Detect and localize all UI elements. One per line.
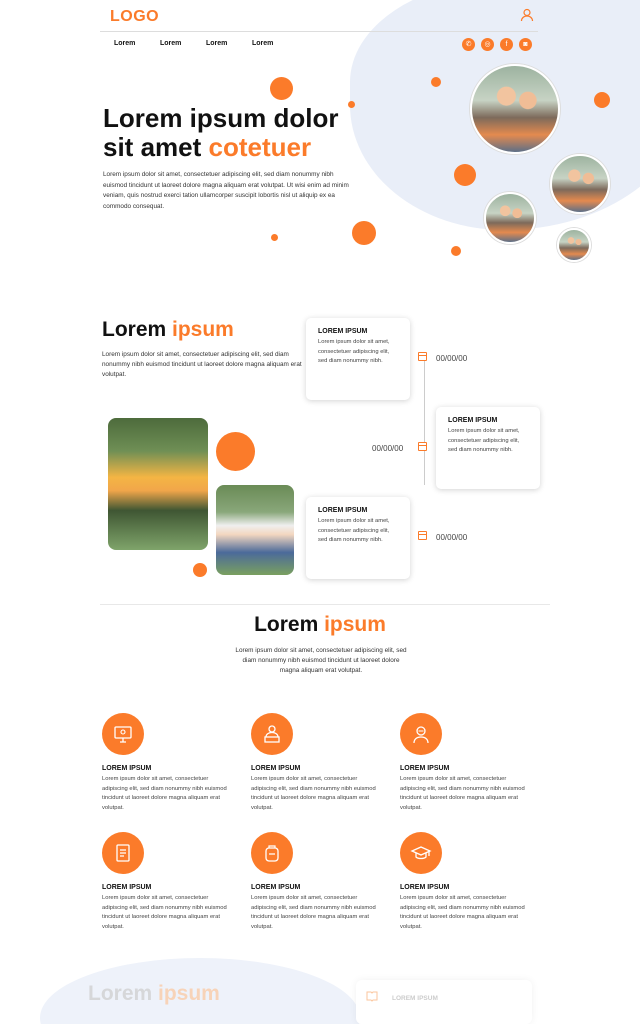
user-icon[interactable] (520, 8, 534, 22)
decor-dot (216, 432, 255, 471)
decor-dot (451, 246, 461, 256)
students-photo-1 (108, 418, 208, 550)
feature-body: Lorem ipsum dolor sit amet, consectetuer adipiscing elit, sed diam nonummy nibh euismod tincidunt ut laoreet dolore magna aliquam erat volutpat. (251, 895, 376, 930)
students-photo-2 (216, 485, 294, 575)
footer-preview-title-accent: ipsum (158, 982, 220, 1005)
feature-item (400, 713, 530, 813)
hero-photo-large (470, 64, 560, 154)
timeline-card-1 (306, 318, 410, 400)
feature-item (251, 832, 381, 932)
footer-preview-label: LOREM IPSUM (392, 995, 438, 1002)
feature-body: Lorem ipsum dolor sit amet, consectetuer adipiscing elit, sed diam nonummy nibh euismod tincidunt ut laoreet dolore magna aliquam erat volutpat. (102, 776, 227, 811)
features-description: Lorem ipsum dolor sit amet, consectetuer adipiscing elit, sed diam nonummy nibh euismod tincidunt ut laoreet dolore magna aliquam erat volutpat. (235, 647, 407, 674)
timeline-card-body: Lorem ipsum dolor sit amet, consectetuer adipiscing elit, sed diam nonummy nibh. (448, 428, 520, 453)
feature-body: Lorem ipsum dolor sit amet, consectetuer adipiscing elit, sed diam nonummy nibh euismod tincidunt ut laoreet dolore magna aliquam erat volutpat. (400, 776, 525, 811)
instagram-icon[interactable]: ◙ (519, 38, 532, 51)
timeline-title-text: Lorem (102, 318, 173, 341)
feature-heading: LOREM IPSUM (102, 884, 152, 891)
hero-description: Lorem ipsum dolor sit amet, consectetuer adipiscing elit, sed diam nonummy nibh euismod tincidunt ut laoreet dolore magna aliquam erat volutpat. Ut wisi enim ad minim veniam, quis nostrud exerci tation ullamcorper suscipit lobortis nisl ut aliquip ex ea commodo consequat. (103, 171, 349, 210)
timeline-date: 00/00/00 (436, 354, 468, 363)
decor-dot (594, 92, 610, 108)
decor-dot (431, 77, 441, 87)
hero-title-line1: Lorem ipsum dolor (103, 103, 339, 133)
decor-dot (454, 164, 476, 186)
timeline-card-2 (436, 407, 540, 489)
nav-item-1[interactable]: Lorem (114, 40, 136, 47)
logo[interactable]: LOGO (110, 8, 160, 25)
timeline-date: 00/00/00 (372, 444, 404, 453)
decor-dot (352, 221, 376, 245)
main-nav (114, 40, 274, 47)
timeline-line (424, 355, 425, 485)
hero-photo-medium (550, 154, 610, 214)
computer-icon (102, 713, 144, 755)
timeline-description: Lorem ipsum dolor sit amet, consectetuer adipiscing elit, sed diam nonummy nibh euismod tincidunt ut laoreet dolore magna aliquam erat volutpat. (102, 351, 302, 378)
graduation-cap-icon (400, 832, 442, 874)
timeline-card-body: Lorem ipsum dolor sit amet, consectetuer adipiscing elit, sed diam nonummy nibh. (318, 339, 390, 364)
timeline-title (102, 318, 234, 342)
hero-photo-small (484, 192, 536, 244)
timeline-card-heading: LOREM IPSUM (318, 507, 368, 514)
feature-body: Lorem ipsum dolor sit amet, consectetuer adipiscing elit, sed diam nonummy nibh euismod tincidunt ut laoreet dolore magna aliquam erat volutpat. (102, 895, 227, 930)
hero-title-line2: sit amet (103, 132, 209, 162)
book-icon (366, 990, 378, 1002)
timeline-card-heading: LOREM IPSUM (318, 328, 368, 335)
calendar-icon (418, 352, 427, 361)
feature-item (102, 832, 232, 932)
timeline-card-heading: LOREM IPSUM (448, 417, 498, 424)
timeline-card-3 (306, 497, 410, 579)
decor-dot (193, 563, 207, 577)
features-title-text: Lorem (254, 613, 325, 636)
feature-heading: LOREM IPSUM (102, 765, 152, 772)
decor-dot (271, 234, 278, 241)
feature-heading: LOREM IPSUM (400, 765, 450, 772)
whatsapp-icon[interactable]: ◎ (481, 38, 494, 51)
feature-body: Lorem ipsum dolor sit amet, consectetuer adipiscing elit, sed diam nonummy nibh euismod tincidunt ut laoreet dolore magna aliquam erat volutpat. (251, 776, 376, 811)
feature-item (102, 713, 232, 813)
social-links (462, 38, 532, 51)
timeline-title-accent: ipsum (172, 318, 234, 341)
decor-dot (348, 101, 355, 108)
calendar-icon (418, 531, 427, 540)
header-divider (100, 31, 538, 32)
feature-heading: LOREM IPSUM (400, 884, 450, 891)
hero-photo-tiny (557, 228, 591, 262)
phone-icon[interactable]: ✆ (462, 38, 475, 51)
hero-title (103, 104, 373, 162)
feature-heading: LOREM IPSUM (251, 884, 301, 891)
footer-preview-title (88, 982, 220, 1006)
features-title-accent: ipsum (324, 613, 386, 636)
feature-body: Lorem ipsum dolor sit amet, consectetuer adipiscing elit, sed diam nonummy nibh euismod tincidunt ut laoreet dolore magna aliquam erat volutpat. (400, 895, 525, 930)
nav-item-3[interactable]: Lorem (206, 40, 228, 47)
nav-item-2[interactable]: Lorem (160, 40, 182, 47)
calendar-icon (418, 442, 427, 451)
timeline-date: 00/00/00 (436, 533, 468, 542)
nav-item-4[interactable]: Lorem (252, 40, 274, 47)
section-divider (100, 604, 550, 605)
facebook-icon[interactable]: f (500, 38, 513, 51)
footer-preview-title-text: Lorem (88, 982, 159, 1005)
teacher-icon (400, 713, 442, 755)
feature-item (251, 713, 381, 813)
timeline-card-body: Lorem ipsum dolor sit amet, consectetuer adipiscing elit, sed diam nonummy nibh. (318, 518, 390, 543)
feature-heading: LOREM IPSUM (251, 765, 301, 772)
decor-dot (270, 77, 293, 100)
hero-title-accent: cotetuer (208, 132, 312, 162)
footer-preview-card (356, 980, 532, 1024)
student-laptop-icon (251, 713, 293, 755)
backpack-icon (251, 832, 293, 874)
feature-item (400, 832, 530, 932)
features-title (0, 613, 640, 637)
checklist-icon (102, 832, 144, 874)
